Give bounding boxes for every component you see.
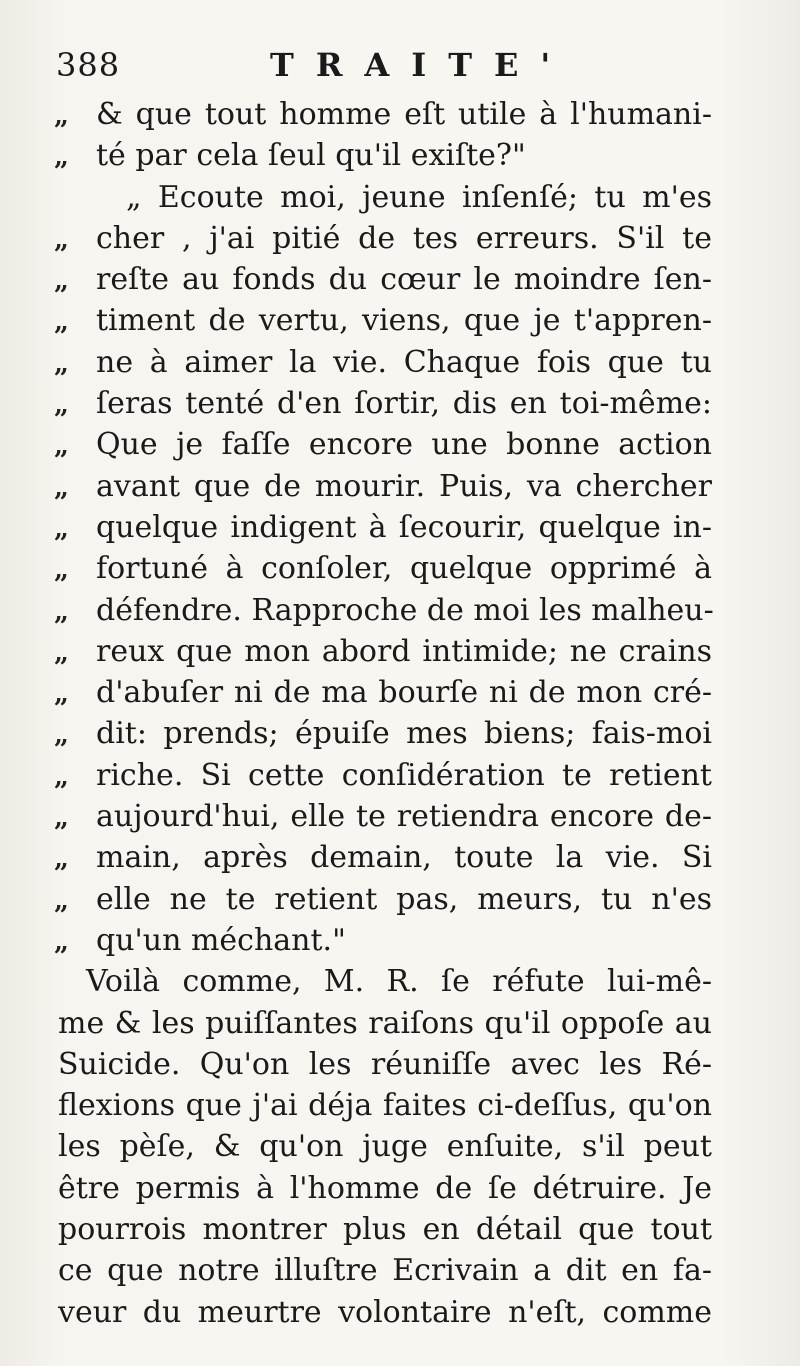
quote-mark: „ bbox=[54, 348, 69, 379]
line-text: aujourd'hui, elle te retiendra encore de- bbox=[96, 799, 712, 835]
line-text: main, après demain, toute la vie. Si bbox=[96, 840, 712, 876]
text-line bbox=[46, 1292, 712, 1333]
text-body bbox=[46, 94, 712, 1333]
text-line bbox=[46, 300, 712, 341]
quote-mark: „ bbox=[54, 101, 69, 131]
text-line bbox=[46, 507, 712, 548]
quote-mark: „ bbox=[54, 142, 69, 173]
line-text: qu'un méchant." bbox=[96, 922, 346, 958]
line-text: fortuné à conſoler, quelque opprimé à bbox=[96, 551, 712, 587]
text-line bbox=[46, 259, 712, 300]
line-text: Que je faſſe encore une bonne action bbox=[96, 427, 712, 463]
text-line bbox=[46, 713, 712, 754]
line-text: elle ne te retient pas, meurs, tu n'es bbox=[96, 881, 712, 917]
text-line bbox=[46, 177, 712, 218]
text-line bbox=[46, 837, 712, 878]
line-text: dit: prends; épuiſe mes biens; fais-moi bbox=[96, 716, 712, 752]
line-text: d'abuſer ni de ma bourſe ni de mon cré- bbox=[96, 675, 712, 711]
quote-mark: „ bbox=[54, 679, 69, 710]
text-line bbox=[46, 1250, 712, 1291]
quote-mark: „ bbox=[54, 472, 69, 503]
line-text: me & les puiſſantes raiſons qu'il oppoſe au bbox=[58, 1005, 712, 1041]
quote-mark: „ bbox=[54, 390, 69, 421]
line-text: ce que notre illuſtre Ecrivain a dit en fa- bbox=[58, 1253, 712, 1289]
line-text: flexions que j'ai déja faites ci-deſſus, qu'on bbox=[58, 1088, 712, 1124]
line-text: être permis à l'homme de ſe détruire. Je bbox=[58, 1170, 712, 1206]
text-line bbox=[46, 135, 712, 176]
text-line bbox=[46, 548, 712, 589]
line-text: quelque indigent à ſecourir, quelque in- bbox=[96, 509, 712, 545]
quote-mark: „ bbox=[54, 803, 69, 834]
line-text: ſeras tenté d'en ſortir, dis en toi-même: bbox=[96, 386, 712, 422]
text-line bbox=[46, 218, 712, 259]
quote-mark: „ bbox=[54, 513, 69, 544]
line-text: riche. Si cette conſidération te retient bbox=[96, 757, 712, 793]
text-line bbox=[46, 631, 712, 672]
line-text: & que tout homme eſt utile à l'humani- bbox=[96, 97, 712, 132]
line-text: veur du meurtre volontaire n'eſt, comme bbox=[58, 1294, 712, 1330]
line-text: té par cela ſeul qu'il exiſte?" bbox=[96, 138, 526, 174]
line-text: „ Ecoute moi, jeune inſenſé; tu m'es bbox=[126, 179, 712, 215]
text-line bbox=[46, 1085, 712, 1126]
text-line bbox=[46, 1126, 712, 1167]
quote-mark: „ bbox=[54, 266, 69, 297]
line-text: reſte au fonds du cœur le moindre ſen- bbox=[96, 262, 712, 298]
line-text: les pèſe, & qu'on juge enſuite, s'il peut bbox=[58, 1129, 712, 1165]
text-line bbox=[46, 466, 712, 507]
text-line bbox=[46, 590, 712, 631]
quote-mark: „ bbox=[54, 307, 69, 338]
text-line bbox=[46, 796, 712, 837]
text-line bbox=[46, 1044, 712, 1085]
quote-mark: „ bbox=[54, 720, 69, 751]
quote-mark: „ bbox=[54, 431, 69, 462]
text-line bbox=[46, 94, 712, 135]
text-line bbox=[46, 1003, 712, 1044]
text-line bbox=[46, 672, 712, 713]
text-line bbox=[46, 755, 712, 796]
text-line bbox=[46, 961, 712, 1002]
line-text: défendre. Rapproche de moi les malheu- bbox=[96, 592, 714, 628]
line-text: cher , j'ai pitié de tes erreurs. S'il te bbox=[96, 220, 712, 256]
text-line bbox=[46, 383, 712, 424]
line-text: avant que de mourir. Puis, va chercher bbox=[96, 468, 712, 504]
running-title: TRAITE' bbox=[270, 46, 573, 84]
quote-mark: „ bbox=[54, 885, 69, 916]
quote-mark: „ bbox=[54, 224, 69, 255]
quote-mark: „ bbox=[54, 926, 69, 957]
quote-mark: „ bbox=[54, 844, 69, 875]
quote-mark: „ bbox=[54, 555, 69, 586]
text-line bbox=[46, 1209, 712, 1250]
text-line bbox=[46, 920, 712, 961]
text-line bbox=[46, 1168, 712, 1209]
line-text: pourrois montrer plus en détail que tout bbox=[58, 1212, 712, 1248]
quote-mark: „ bbox=[54, 637, 69, 668]
text-line bbox=[46, 342, 712, 383]
line-text: ne à aimer la vie. Chaque fois que tu bbox=[96, 344, 712, 380]
line-text: Suicide. Qu'on les réuniſſe avec les Ré- bbox=[58, 1046, 712, 1082]
text-line bbox=[46, 424, 712, 465]
quote-mark: „ bbox=[54, 761, 69, 792]
line-text: reux que mon abord intimide; ne crains bbox=[96, 633, 712, 669]
quote-mark: „ bbox=[54, 596, 69, 627]
line-text: timent de vertu, viens, que je t'appren- bbox=[96, 303, 712, 339]
text-line bbox=[46, 879, 712, 920]
line-text: Voilà comme, M. R. ſe réfute lui-mê- bbox=[86, 964, 712, 1000]
page-number: 388 bbox=[56, 46, 121, 84]
